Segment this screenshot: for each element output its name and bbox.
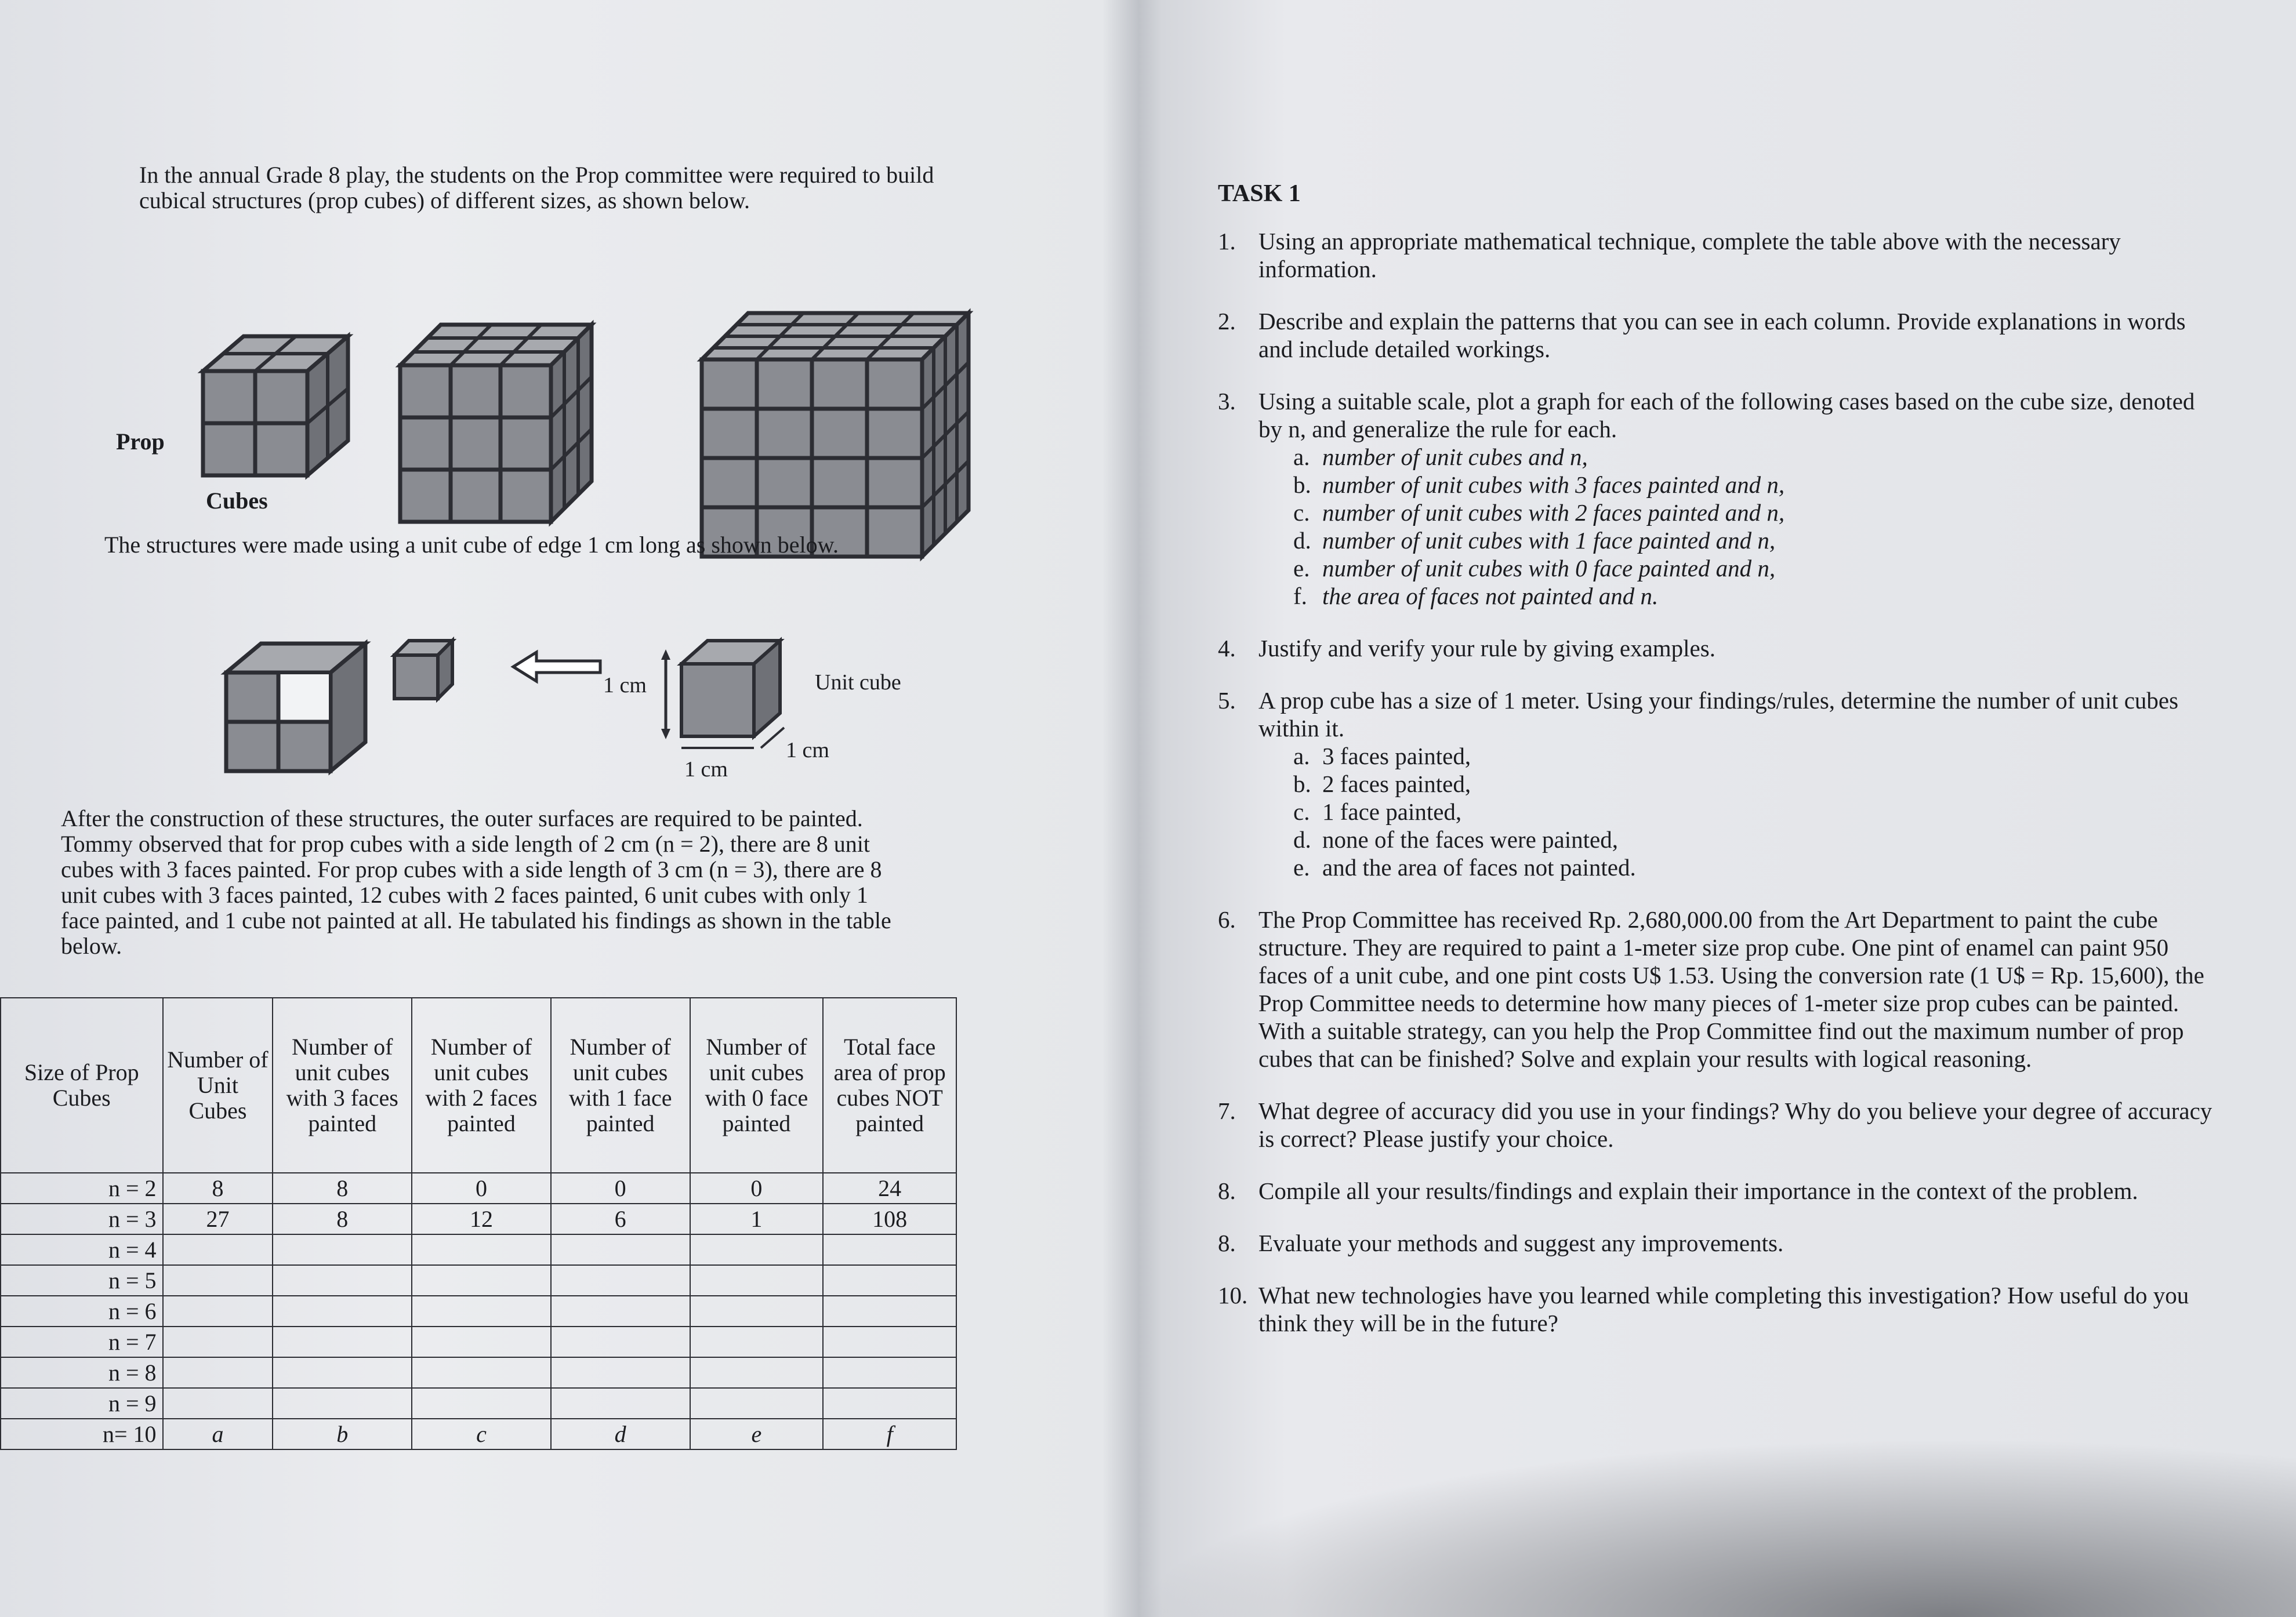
table-header-row — [1, 998, 956, 1173]
table-cell: 8 — [273, 1204, 412, 1234]
table-cell — [273, 1357, 412, 1388]
subtask-letter: e. — [1293, 555, 1310, 582]
table-cell: n = 6 — [1, 1296, 163, 1327]
table-cell: 6 — [551, 1204, 690, 1234]
task-number: 8. — [1218, 1230, 1236, 1256]
table-cell: 12 — [412, 1204, 551, 1234]
intro-line: In the annual Grade 8 play, the students on the Prop committee were required to build — [139, 162, 934, 188]
table-row — [1, 1173, 956, 1204]
table-row — [1, 1296, 956, 1327]
structures-sentence: The structures were made using a unit cube of edge 1 cm long as shown below. — [104, 532, 839, 558]
header-2-faces: Number of unit cubes with 2 faces painted — [412, 998, 551, 1173]
width-dimension-label: 1 cm — [684, 757, 728, 782]
task-text: What degree of accuracy did you use in your findings? Why do you believe your degree of accuracy is correct? Please justify your choice. — [1258, 1098, 2212, 1152]
table-cell — [551, 1296, 690, 1327]
table-cell — [273, 1265, 412, 1296]
table-cell: c — [412, 1419, 551, 1449]
table-cell: n = 8 — [1, 1357, 163, 1388]
table-cell: 0 — [551, 1173, 690, 1204]
subtask-item — [1293, 499, 2215, 526]
task-title: TASK 1 — [1218, 180, 1301, 207]
paragraph-line: Tommy observed that for prop cubes with a side length of 2 cm (n = 2), there are 8 unit — [61, 831, 870, 857]
task-text: Evaluate your methods and suggest any improvements. — [1258, 1230, 1784, 1256]
prop-cube-n4-figure — [690, 301, 980, 568]
subtask-list — [1258, 742, 2215, 881]
header-0-face: Number of unit cubes with 0 face painted — [690, 998, 824, 1173]
table-row — [1, 1234, 956, 1265]
table-cell: n = 7 — [1, 1327, 163, 1357]
subtask-letter: c. — [1293, 499, 1310, 526]
table-cell — [823, 1265, 956, 1296]
subtask-text: number of unit cubes and n, — [1322, 444, 1588, 470]
task-number: 8. — [1218, 1178, 1236, 1204]
table-cell: n = 5 — [1, 1265, 163, 1296]
subtask-letter: a. — [1293, 444, 1310, 470]
subtask-text: 2 faces painted, — [1322, 771, 1471, 797]
paragraph-line: cubes with 3 faces painted. For prop cubes with a side length of 3 cm (n = 3), there are 8 — [61, 856, 882, 882]
table-cell — [690, 1265, 824, 1296]
subtask-letter: b. — [1293, 771, 1311, 797]
subtask-item — [1293, 798, 2215, 826]
table-cell — [823, 1327, 956, 1357]
depth-dimension-label: 1 cm — [786, 738, 829, 762]
table-cell — [273, 1327, 412, 1357]
subtask-text: 3 faces painted, — [1322, 743, 1471, 769]
task-item — [1218, 1281, 2215, 1337]
table-cell — [412, 1234, 551, 1265]
intro-line: cubical structures (prop cubes) of different sizes, as shown below. — [139, 187, 750, 213]
table-cell — [273, 1234, 412, 1265]
table-cell: 0 — [690, 1173, 824, 1204]
table-cell: n= 10 — [1, 1419, 163, 1449]
prop-cube-n3-figure — [389, 313, 603, 533]
task-number: 1. — [1218, 228, 1236, 255]
table-cell — [163, 1234, 273, 1265]
subtask-letter: d. — [1293, 826, 1311, 853]
table-cell — [163, 1296, 273, 1327]
subtask-text: number of unit cubes with 1 face painted and n, — [1322, 527, 1776, 554]
task-item — [1218, 1097, 2215, 1153]
table-cell: f — [823, 1419, 956, 1449]
prop-label: Prop — [116, 428, 165, 455]
subtask-item — [1293, 443, 2215, 471]
task-item — [1218, 634, 2215, 662]
table-cell: 8 — [163, 1173, 273, 1204]
intro-paragraph — [139, 162, 1009, 213]
task-number: 2. — [1218, 308, 1236, 335]
table-cell — [690, 1388, 824, 1419]
task-text: The Prop Committee has received Rp. 2,680,000.00 from the Art Department to paint the cube structure. They are required to paint a 1-meter size prop cube. One pint of enamel can paint 950 faces of a unit cube, and one pint costs U$ 1.53. Using the conversion rate (1 U$ = Rp. 15,600), the Prop Committee needs to determine how many pieces of 1-meter size prop cubes can be painted. With a suitable strategy, can you help the Prop Committee find out the maximum number of prop cubes that can be finished? Solve and explain your results with logical reasoning. — [1258, 906, 2204, 1072]
subtask-letter: c. — [1293, 798, 1310, 825]
table-cell — [823, 1296, 956, 1327]
task-text: Describe and explain the patterns that you can see in each column. Provide explanations in words and include detailed workings. — [1258, 308, 2186, 362]
table-cell — [412, 1327, 551, 1357]
subtask-text: the area of faces not painted and n. — [1322, 583, 1659, 609]
table-cell: d — [551, 1419, 690, 1449]
table-cell: 108 — [823, 1204, 956, 1234]
table-cell — [823, 1357, 956, 1388]
table-cell — [412, 1296, 551, 1327]
height-dimension-label: 1 cm — [603, 673, 647, 697]
table-cell — [163, 1265, 273, 1296]
task-item — [1218, 1177, 2215, 1205]
task-text: Compile all your results/findings and explain their importance in the context of the problem. — [1258, 1178, 2138, 1204]
table-cell — [551, 1265, 690, 1296]
table-row — [1, 1388, 956, 1419]
table-cell: 27 — [163, 1204, 273, 1234]
findings-table — [0, 997, 957, 1450]
unit-cube-label: Unit cube — [815, 670, 901, 695]
subtask-text: number of unit cubes with 3 faces painted and n, — [1322, 471, 1785, 498]
prop-cube-n2-figure — [191, 325, 360, 499]
subtask-letter: a. — [1293, 743, 1310, 769]
table-row — [1, 1419, 956, 1449]
table-cell: n = 3 — [1, 1204, 163, 1234]
subtask-item — [1293, 554, 2215, 582]
task-item — [1218, 307, 2215, 363]
task-item — [1218, 686, 2215, 881]
right-page — [1137, 0, 2296, 1617]
table-cell — [690, 1234, 824, 1265]
header-unit-cubes: Number of Unit Cubes — [163, 998, 273, 1173]
task-list — [1218, 203, 2215, 1337]
table-cell — [163, 1357, 273, 1388]
task-number: 3. — [1218, 388, 1236, 415]
subtask-text: 1 face painted, — [1322, 798, 1462, 825]
subtask-list — [1258, 443, 2215, 610]
left-page — [0, 0, 1131, 1617]
table-cell: 0 — [412, 1173, 551, 1204]
subtask-text: none of the faces were painted, — [1322, 826, 1618, 853]
paragraph-line: face painted, and 1 cube not painted at all. He tabulated his findings as shown in the table — [61, 907, 891, 933]
table-cell — [551, 1357, 690, 1388]
task-number: 6. — [1218, 906, 1236, 933]
cubes-label: Cubes — [206, 488, 268, 514]
table-cell: e — [690, 1419, 824, 1449]
table-cell — [690, 1327, 824, 1357]
table-cell: a — [163, 1419, 273, 1449]
subtask-text: number of unit cubes with 2 faces painted and n, — [1322, 499, 1785, 526]
task-text: What new technologies have you learned while completing this investigation? How useful do you think they will be in the future? — [1258, 1282, 2189, 1336]
task-item — [1218, 906, 2215, 1073]
task-item — [1218, 1229, 2215, 1257]
task-number: 4. — [1218, 635, 1236, 662]
subtask-item — [1293, 826, 2215, 853]
task-item — [1218, 387, 2215, 610]
task-item — [1218, 227, 2215, 283]
cube-with-removed-unit-figure — [215, 638, 383, 783]
unit-cube-figure — [661, 632, 795, 771]
subtask-text: number of unit cubes with 0 face painted and n, — [1322, 555, 1776, 582]
table-cell — [412, 1388, 551, 1419]
subtask-item — [1293, 526, 2215, 554]
table-cell — [412, 1265, 551, 1296]
table-cell: n = 9 — [1, 1388, 163, 1419]
subtask-letter: f. — [1293, 583, 1307, 609]
removed-unit-cube-figure — [389, 635, 458, 704]
table-cell — [412, 1357, 551, 1388]
paragraph-line: below. — [61, 933, 122, 959]
paragraph-line: unit cubes with 3 faces painted, 12 cubes with 2 faces painted, 6 unit cubes with only 1 — [61, 882, 868, 908]
subtask-letter: b. — [1293, 471, 1311, 498]
subtask-item — [1293, 471, 2215, 499]
paragraph-line: After the construction of these structures, the outer surfaces are required to be painted. — [61, 805, 863, 831]
table-cell — [551, 1327, 690, 1357]
table-row — [1, 1204, 956, 1234]
subtask-item — [1293, 770, 2215, 798]
subtask-letter: d. — [1293, 527, 1311, 554]
header-size: Size of Prop Cubes — [1, 998, 163, 1173]
header-area-not-painted: Total face area of prop cubes NOT painted — [823, 998, 956, 1173]
task-text: Justify and verify your rule by giving examples. — [1258, 635, 1715, 662]
subtask-item — [1293, 742, 2215, 770]
table-cell: n = 2 — [1, 1173, 163, 1204]
subtask-item — [1293, 853, 2215, 881]
table-cell: 24 — [823, 1173, 956, 1204]
task-number: 7. — [1218, 1098, 1236, 1124]
subtask-item — [1293, 582, 2215, 610]
table-cell: 8 — [273, 1173, 412, 1204]
table-cell — [690, 1296, 824, 1327]
subtask-text: and the area of faces not painted. — [1322, 854, 1636, 881]
table-cell — [273, 1296, 412, 1327]
task-text: A prop cube has a size of 1 meter. Using your findings/rules, determine the number of unit cubes within it. — [1258, 687, 2179, 742]
table-cell: n = 4 — [1, 1234, 163, 1265]
task-text: Using an appropriate mathematical technique, complete the table above with the necessary information. — [1258, 228, 2121, 282]
table-cell — [823, 1234, 956, 1265]
subtask-letter: e. — [1293, 854, 1310, 881]
table-cell — [551, 1388, 690, 1419]
table-row — [1, 1327, 956, 1357]
table-cell: b — [273, 1419, 412, 1449]
header-3-faces: Number of unit cubes with 3 faces painted — [273, 998, 412, 1173]
task-number: 5. — [1218, 687, 1236, 714]
table-cell: 1 — [690, 1204, 824, 1234]
arrow-left-icon — [510, 649, 603, 684]
table-row — [1, 1357, 956, 1388]
header-1-face: Number of unit cubes with 1 face painted — [551, 998, 690, 1173]
table-cell — [163, 1388, 273, 1419]
table-row — [1, 1265, 956, 1296]
task-text: Using a suitable scale, plot a graph for each of the following cases based on the cube size, denoted by n, and generalize the rule for each. — [1258, 388, 2195, 442]
painting-paragraph — [61, 806, 1000, 959]
table-cell — [690, 1357, 824, 1388]
table-cell — [823, 1388, 956, 1419]
task-number: 10. — [1218, 1282, 1248, 1309]
table-cell — [551, 1234, 690, 1265]
table-cell — [163, 1327, 273, 1357]
table-cell — [273, 1388, 412, 1419]
